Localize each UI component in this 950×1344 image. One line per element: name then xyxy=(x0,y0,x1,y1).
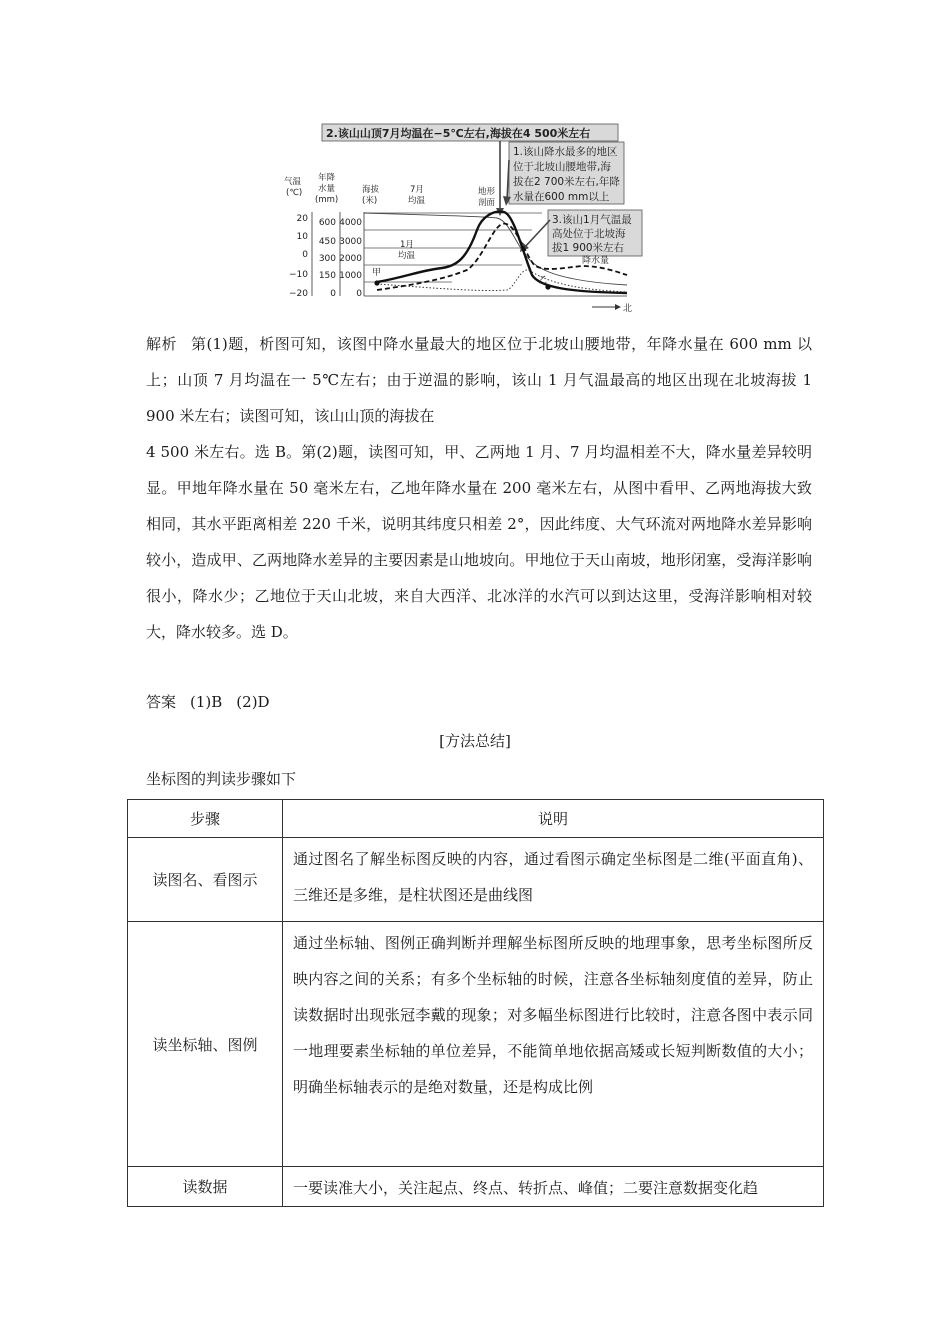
precip-tick: 450 xyxy=(318,237,336,247)
altitude-tick: 2000 xyxy=(339,254,362,264)
label-north: 北 xyxy=(623,304,633,314)
analysis-paragraph-1 xyxy=(146,326,812,434)
precip-axis-title: 年降 水量 (mm) xyxy=(315,173,339,205)
temp-axis-title: 气温 (℃) xyxy=(284,177,303,198)
precip-ticks xyxy=(319,218,336,299)
altitude-axis-title: 海拔 (米) xyxy=(362,185,380,206)
table-header-row xyxy=(128,800,824,838)
label-terrain: 地形 剖面 xyxy=(478,187,496,208)
step-cell: 读坐标轴、图例 xyxy=(128,922,283,1167)
description-cell: 通过坐标轴、图例正确判断并理解坐标图所反映的地理事象，思考坐标图所反映内容之间的关系；有多个坐标轴的时候，注意各坐标轴刻度值的差异，防止读数据时出现张冠李戴的现象；对多幅坐标图进行比较时，注意各图中表示同一地理要素坐标轴的单位差异，不能简单地依据高矮或长短判断数值的大小；明确坐标轴表示的是绝对数量，还是构成比例 xyxy=(283,922,824,1167)
precip-tick: 150 xyxy=(318,271,336,281)
temp-tick: −20 xyxy=(289,289,308,299)
table-row xyxy=(128,1167,824,1207)
method-summary-heading: [方法总结] xyxy=(439,732,511,750)
header-description: 说明 xyxy=(283,800,824,838)
analysis-paragraph-2: 4 500 米左右。选 B。第(2)题，读图可知，甲、乙两地 1 月、7 月均温相差不大，降水量差异较明显。甲地年降水量在 50 毫米左右，乙地年降水量在 200 毫米左右，从图中看甲、乙两地海拔大致相同，其水平距离相差 220 千米，说明其纬度只相差 2°，因此纬度、大气环流对两地降水差异影响较小，造成甲、乙两地降水差异的主要因素是山地坡向。甲地位于天山南坡，地形闭塞，受海洋影响很小，降水少；乙地位于天山北坡，来自大西洋、北冰洋的水汽可以到达这里，受海洋影响相对较大，降水较多。选 D。 xyxy=(146,443,812,641)
header-step: 步骤 xyxy=(128,800,283,838)
altitude-tick: 1000 xyxy=(339,271,362,281)
table-intro: 坐标图的判读步骤如下 xyxy=(146,770,297,788)
annotation-summit: 2.该山山顶7月均温在−5℃左右,海拔在4 500米左右 xyxy=(326,127,591,140)
temp-tick: 10 xyxy=(296,232,308,242)
analysis-label: 解析 xyxy=(146,335,177,353)
mountain-climate-profile-figure xyxy=(282,120,657,315)
answer-1: (1)B xyxy=(190,693,223,711)
label-jan-temp: 1月 均温 xyxy=(398,240,416,261)
point-jia xyxy=(374,280,379,285)
precip-tick: 300 xyxy=(318,254,336,264)
precip-tick: 0 xyxy=(330,289,336,299)
answer-line xyxy=(146,688,270,716)
temp-tick: 20 xyxy=(296,214,308,224)
annotation-jan-max-temp: 3.该山1月气温最 高处位于北坡海 拔1 900米左右 xyxy=(552,214,632,254)
description-cell: 通过图名了解坐标图反映的内容，通过看图示确定坐标图是二维(平面直角)、三维还是多维，是柱状图还是曲线图 xyxy=(283,838,824,922)
annotation-max-precip: 1.该山降水最多的地区 位于北坡山腰地带,海 拔在2 700米左右,年降 水量在600 mm以上 xyxy=(513,146,620,203)
temp-tick: 0 xyxy=(302,250,308,260)
step-cell: 读图名、看图示 xyxy=(128,838,283,922)
temp-tick: −10 xyxy=(289,270,308,280)
analysis-text-1: 第(1)题，析图可知，该图中降水量最大的地区位于北坡山腰地带，年降水量在 600 mm 以上；山顶 7 月均温在一 5℃左右；由于逆温的影响，该山 1 月气温最高的地区出现在北坡海拔 1 900 米左右；读图可知，该山山顶的海拔在 xyxy=(146,335,812,425)
temp-ticks xyxy=(289,214,308,299)
table-row xyxy=(128,922,824,1167)
description-cell: 一要读准大小，关注起点、终点、转折点、峰值；二要注意数据变化趋 xyxy=(283,1167,824,1207)
answer-2: (2)D xyxy=(236,693,270,711)
altitude-ticks xyxy=(339,218,362,299)
altitude-tick: 0 xyxy=(356,289,362,299)
precip-tick: 600 xyxy=(318,218,336,228)
label-july-temp: 7月 均温 xyxy=(408,185,426,206)
altitude-tick: 3000 xyxy=(339,237,362,247)
table-row xyxy=(128,838,824,922)
label-precipitation: 降水量 xyxy=(582,256,610,266)
label-jia: 甲 xyxy=(372,268,382,278)
altitude-tick: 4000 xyxy=(339,218,362,228)
answer-label: 答案 xyxy=(146,693,177,711)
label-yi: 乙 xyxy=(538,276,548,286)
reading-steps-table xyxy=(127,799,824,1207)
step-cell: 读数据 xyxy=(128,1167,283,1207)
